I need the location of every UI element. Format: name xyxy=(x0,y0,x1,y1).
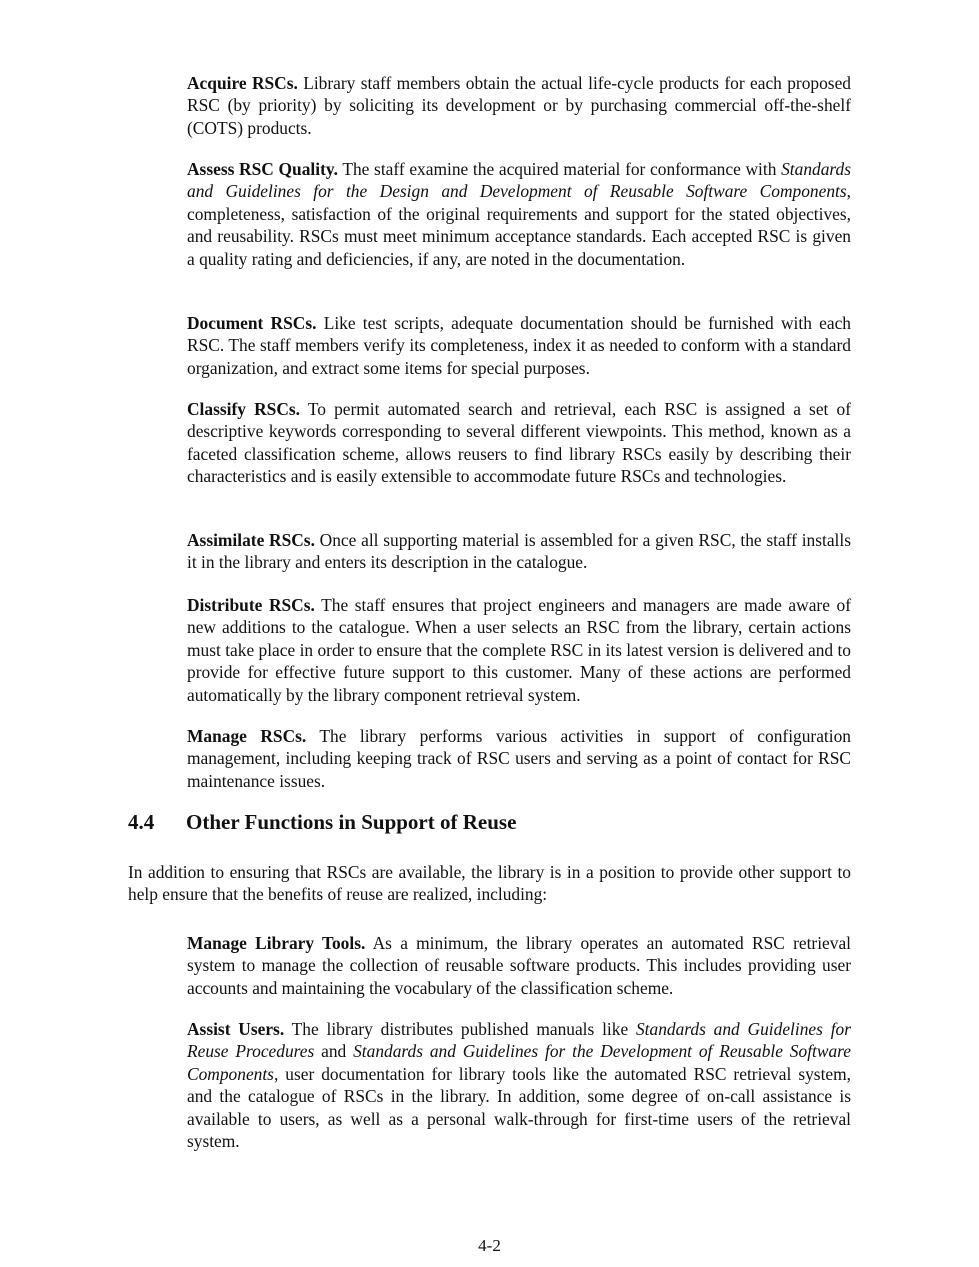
term: Manage RSCs. xyxy=(187,726,307,746)
entry-assess-rsc-quality xyxy=(187,158,851,270)
term: Assess RSC Quality. xyxy=(187,159,338,179)
description: As a minimum, the library operates an automated RSC retrieval system to manage the collection of reusable software products. This includes providing user accounts and maintaining the vocabulary of the classification scheme. xyxy=(187,933,852,998)
description: Once all supporting material is assembled for a given RSC, the staff installs it in the library and enters its description in the catalogue. xyxy=(187,530,851,573)
entry-assist-users xyxy=(187,1018,851,1152)
section-intro xyxy=(128,861,851,906)
section-number: 4.4 xyxy=(128,810,155,834)
entry-document-rscs xyxy=(187,312,851,379)
description: The staff ensures that project engineers and managers are made aware of new additions to the catalogue. When a user selects an RSC from the library, certain actions must take place in order to ensure that the complete RSC in its latest version is delivered and to provide for effective future support to this customer. Many of these actions are performed automatically by the library component retrieval system. xyxy=(187,595,851,705)
term: Distribute RSCs. xyxy=(187,595,315,615)
description: To permit automated search and retrieval, each RSC is assigned a set of descriptive keywords corresponding to several different viewpoints. This method, known as a faceted classification scheme, allows reusers to find library RSCs easily by describing their characteristics and is easily extensible to accommodate future RSCs and technologies. xyxy=(187,399,852,487)
paragraph xyxy=(187,932,851,999)
description: The library distributes published manuals like xyxy=(284,1019,636,1039)
document-title: Standards and Guidelines for the Design and Development of Reusable Software Components xyxy=(187,159,852,202)
paragraph xyxy=(187,312,851,379)
section-title: Other Functions in Support of Reuse xyxy=(186,810,517,834)
paragraph xyxy=(187,398,851,488)
description: , completeness, satisfaction of the original requirements and support for the stated objectives, and reusability. RSCs must meet minimum acceptance standards. Each accepted RSC is given a quality rating and deficiencies, if any, are noted in the documentation. xyxy=(187,181,851,269)
paragraph xyxy=(187,529,851,574)
paragraph: In addition to ensuring that RSCs are available, the library is in a position to provide other support to help ensure that the benefits of reuse are realized, including: xyxy=(128,862,851,905)
page-number: 4-2 xyxy=(478,1236,501,1255)
description: Like test scripts, adequate documentation should be furnished with each RSC. The staff members verify its completeness, index it as needed to conform with a standard organization, and extract some items for special purposes. xyxy=(187,313,851,378)
entry-manage-rscs xyxy=(187,725,851,792)
term: Acquire RSCs. xyxy=(187,73,298,93)
document-title: Standards and Guidelines for the Development of Reusable Software Components xyxy=(187,1041,852,1084)
paragraph xyxy=(187,72,851,139)
term: Assimilate RSCs. xyxy=(187,530,315,550)
paragraph xyxy=(187,725,851,792)
term: Manage Library Tools. xyxy=(187,933,366,953)
description: , user documentation for library tools like the automated RSC retrieval system, and the catalogue of RSCs in the library. In addition, some degree of on-call assistance is available to users, as well as a personal walk-through for first-time users of the retrieval system. xyxy=(187,1063,851,1152)
entry-manage-library-tools xyxy=(187,932,851,999)
paragraph xyxy=(187,158,851,270)
term: Classify RSCs. xyxy=(187,399,300,419)
paragraph xyxy=(187,594,851,706)
paragraph xyxy=(187,1018,851,1152)
entry-distribute-rscs xyxy=(187,594,851,706)
description: Library staff members obtain the actual life-cycle products for each proposed RSC (by priority) by soliciting its development or by purchasing commercial off-the-shelf (COTS) products. xyxy=(187,73,851,138)
entry-acquire-rscs xyxy=(187,72,851,139)
description: and xyxy=(314,1041,354,1062)
description: The library performs various activities in support of configuration management, including keeping track of RSC users and serving as a point of contact for RSC maintenance issues. xyxy=(187,726,851,791)
description: The staff examine the acquired material for conformance with xyxy=(337,159,782,179)
document-title: Standards and Guidelines for Reuse Procedures xyxy=(187,1019,851,1062)
entry-assimilate-rscs xyxy=(187,529,851,574)
term: Document RSCs. xyxy=(187,313,317,333)
term: Assist Users. xyxy=(187,1019,285,1039)
section-heading xyxy=(128,810,848,835)
entry-classify-rscs xyxy=(187,398,851,488)
